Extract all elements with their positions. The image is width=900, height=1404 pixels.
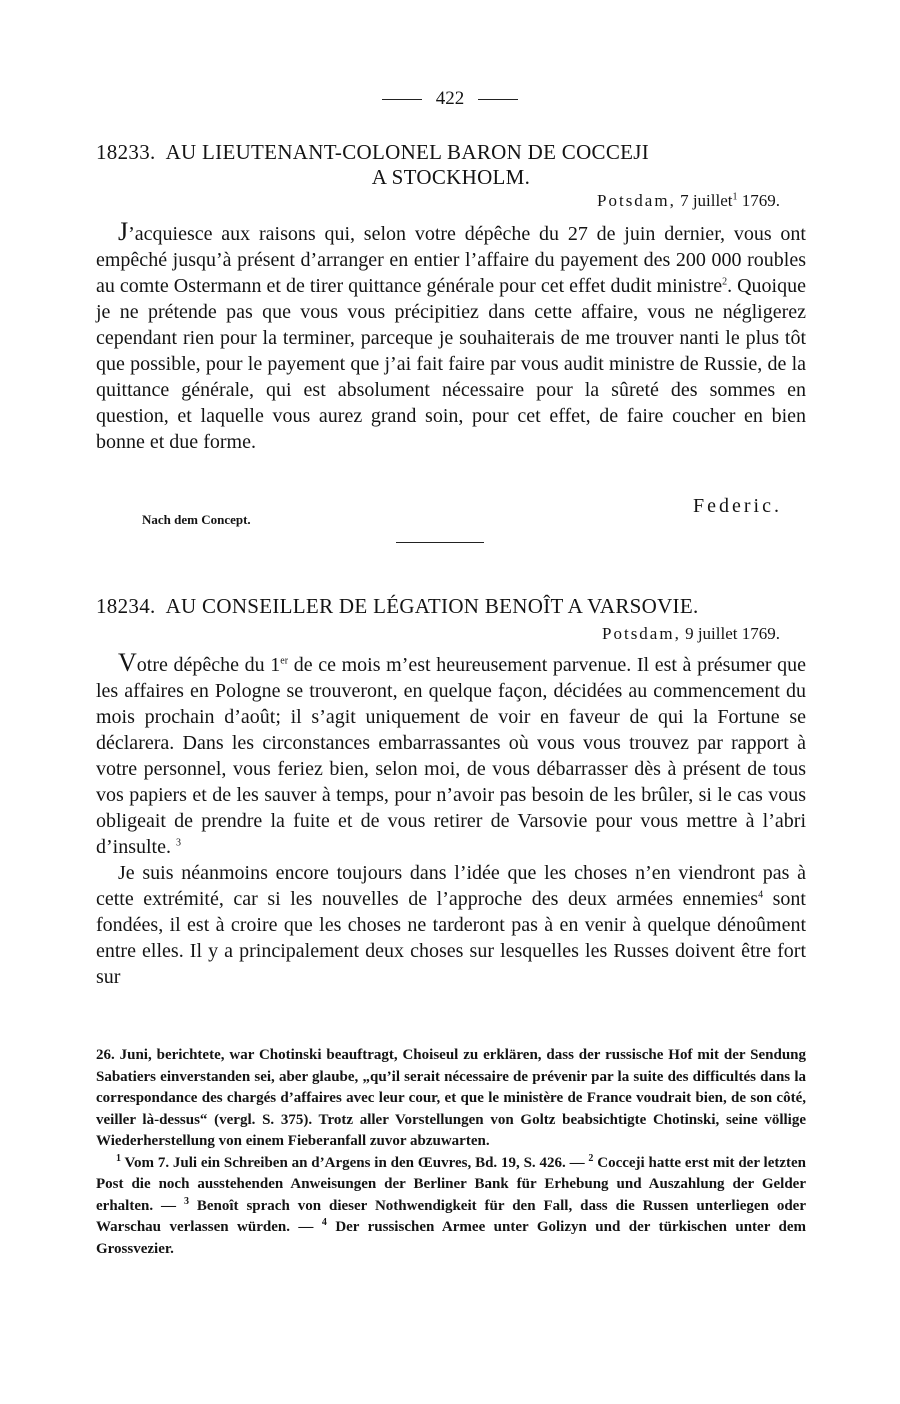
letter-1-body-a: ’acquiesce aux raisons qui, selon votre dépêche du 27 de juin dernier, vous ont empêché jusqu’à présent d’arranger en entier l’affaire du payement des 200 000 roubles au comte Ostermann et de tirer quittance générale pour cet effet dudit ministre xyxy=(96,223,806,297)
letter-2-p2-note: 4 xyxy=(758,889,764,901)
separator-rule xyxy=(396,542,484,543)
letter-1-body-b: . Quoique je ne prétende pas que vous vous précipitiez dans cette affaire, vous ne négligerez cependant rien pour la terminer, parceque je souhaiterais de me trouver nanti le plus tôt que possible, pour le payement que j’ai fait faire par vous audit ministre de Russie, de la quittance générale, qui est absolument nécessaire pour la sûreté des sommes en question, et laquelle vous aurez grand soin, pour cet effet, de faire coucher en bien bonne et due forme. xyxy=(96,275,806,453)
letter-1-dateline xyxy=(597,191,780,211)
letter-2-title xyxy=(96,594,806,619)
letter-2-p2-a: Je suis néanmoins encore toujours dans l’idée que les choses n’en viendront pas à cette extrémité, car si les nouvelles de l’approche des deux armées ennemies xyxy=(96,862,806,910)
letter-1-number: 18233. xyxy=(96,140,156,164)
letter-2-body xyxy=(96,650,806,990)
letter-2-p1-note: 3 xyxy=(176,837,181,849)
page-number: 422 xyxy=(435,88,465,109)
letter-2-p2-b: sont fondées, il est à croire que les choses ne tarderont pas à en venir à quelque dénoûment entre elles. Il y a principalement deux choses sur lesquelles les Russes doivent être fort sur xyxy=(96,888,806,988)
letter-1-title-line1: AU LIEUTENANT-COLONEL BARON DE COCCEJI xyxy=(165,140,650,164)
footnote-list xyxy=(96,1153,806,1261)
letter-2-p1-a: otre dépêche du 1 xyxy=(136,654,281,676)
letter-1-signature: Federic. xyxy=(693,495,782,517)
letter-1-place: Potsdam, xyxy=(597,191,676,210)
footnote-2-mark: 2 xyxy=(588,1152,594,1164)
letter-2-p1-b: de ce mois m’est heureusement parvenue. Il est à présumer que les affaires en Pologne se trouveront, en quelque façon, décidées au commencement du mois prochain d’août; il s’agit uniquement de voir en faveur de qui la Fortune se déclarera. Dans les circonstances embarrassantes où vous vous trouvez par rapport à votre personnel, vous feriez bien, selon moi, de vous débarrasser dès à présent de tous vos papiers et de les sauver à temps, pour n’avoir pas besoin de les brûler, si le cas vous obligeait de prendre la fuite et de vous retirer de Varsovie pour vous mettre à l’abri d’insulte. xyxy=(96,654,806,858)
footnote-4-mark: 4 xyxy=(321,1217,327,1228)
letter-2-date: 9 juillet 1769. xyxy=(685,624,780,643)
letter-1-body-note: 2 xyxy=(722,276,728,288)
letter-1-source: Nach dem Concept. xyxy=(142,512,251,527)
page-header xyxy=(0,88,900,110)
letter-1-title xyxy=(96,140,806,190)
header-dash-right xyxy=(478,99,518,100)
letter-2-paragraph-1 xyxy=(96,650,806,860)
footnote-3-mark: 3 xyxy=(183,1195,189,1207)
letter-1-title-line2: A STOCKHOLM. xyxy=(371,165,531,189)
footnote-1-mark: 1 xyxy=(116,1152,121,1164)
letter-2-place: Potsdam, xyxy=(602,624,681,643)
letter-1-date: 7 juillet xyxy=(680,191,733,210)
letter-2-p1-sup: er xyxy=(280,655,289,667)
letter-1-body xyxy=(96,219,806,455)
footnote-continued: 26. Juni, berichtete, war Chotinski beauftragt, Choiseul zu erklären, dass der russische Hof mit der Sendung Sabatiers einverstanden sei, aber glaube, „qu’il serait nécessaire de prévenir par la suite des difficultés dans la correspondance des chargés d’affaires avec leur cour, et que le ministère de France voudrait bien, de son côté, veiller là-dessus“ (vergl. S. 375). Trotz aller Vorstellungen von Goltz beabsichtigte Chotinski, seine völlige Wiederherstellung von einem Fieberanfall zuvor abzuwarten. xyxy=(96,1047,806,1149)
letter-2-initial: V xyxy=(118,648,137,677)
footnote-1: Vom 7. Juli ein Schreiben an d’Argens in den Œuvres, Bd. 19, S. 426. — xyxy=(121,1154,585,1171)
letter-1-date-note: 1 xyxy=(732,191,738,203)
letter-2-title-text: AU CONSEILLER DE LÉGATION BENOÎT A VARSOVIE. xyxy=(165,594,699,618)
letter-1-year: 1769. xyxy=(741,191,780,210)
letter-1-initial: J xyxy=(118,217,129,246)
letter-2-paragraph-2 xyxy=(96,860,806,990)
footnote-4: Der russischen Armee unter Golizyn und der türkischen unter dem Grossvezier. xyxy=(96,1219,807,1257)
footnotes xyxy=(96,1045,806,1260)
letter-2-dateline xyxy=(602,624,780,644)
header-dash-left xyxy=(382,99,422,100)
letter-2-number: 18234. xyxy=(96,594,156,618)
footnote-3: Benoît sprach von dieser Nothwendigkeit für den Fall, dass die Russen unterliegen oder Warschau verlassen würden. — xyxy=(96,1197,807,1235)
footnote-2: Cocceji hatte erst mit der letzten Post die noch ausstehenden Anweisungen der Berliner Bank für Erhebung und Auszahlung der Gelder erhalten. — xyxy=(96,1154,807,1214)
